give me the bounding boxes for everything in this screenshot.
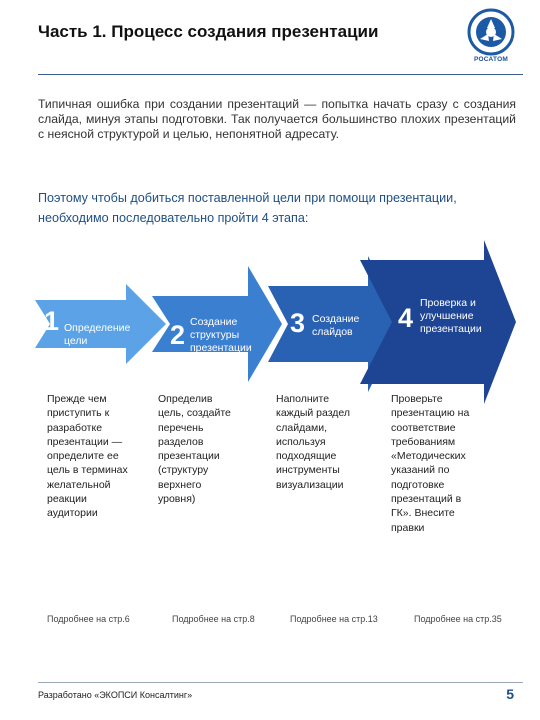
footer-divider xyxy=(38,682,523,683)
stage-4-number: 4 xyxy=(398,303,414,333)
stage-2-number: 2 xyxy=(170,320,186,350)
stage-1-label: Определение цели презентации xyxy=(64,322,131,360)
lead-paragraph: Поэтому чтобы добиться поставленной цели при помощи презентации, необходимо последовательно пройти 4 этапа: xyxy=(38,191,457,225)
stage-3-more-link[interactable]: Подробнее на стр.13 xyxy=(290,614,378,624)
stage-1-more-link[interactable]: Подробнее на стр.6 xyxy=(47,614,130,624)
stage-2-label: Создание структуры презентации xyxy=(190,316,252,354)
stage-1-number: 1 xyxy=(44,306,60,336)
stage-3-number: 3 xyxy=(290,308,306,338)
stage-2-description: Определив цель, создайте перечень разделов презентации (структуру верхнего уровня) xyxy=(158,393,231,506)
stage-3-label: Создание слайдов xyxy=(312,313,360,338)
footer-credit: Разработано «ЭКОПСИ Консалтинг» xyxy=(38,690,193,700)
stage-4-more-link[interactable]: Подробнее на стр.35 xyxy=(414,614,502,624)
stage-3-description: Наполните каждый раздел слайдами, используя подходящие инструменты визуализации xyxy=(276,393,351,491)
header-divider xyxy=(38,74,523,75)
stage-2-more-link[interactable]: Подробнее на стр.8 xyxy=(172,614,255,624)
page-number: 5 xyxy=(506,686,514,702)
stage-4-description: Проверьте презентацию на соответствие требованиям «Методических указаний по подготовке презентаций в ГК». Внесите правки xyxy=(391,393,470,534)
stage-4-label: Проверка и улучшение презентации xyxy=(420,297,482,335)
logo-text: РОСАТОМ xyxy=(474,56,508,63)
page-title: Часть 1. Процесс создания презентации xyxy=(38,22,379,41)
intro-paragraph: Типичная ошибка при создании презентаций — попытка начать сразу с создания слайда, минуя этапы подготовки. Так получается большинство плохих презентаций с неясной структурой и целью, непонятной адресату. xyxy=(38,97,516,141)
stage-1-description: Прежде чем приступить к разработке презентации — определите ее цель в терминах желательной реакции аудитории xyxy=(47,393,128,520)
